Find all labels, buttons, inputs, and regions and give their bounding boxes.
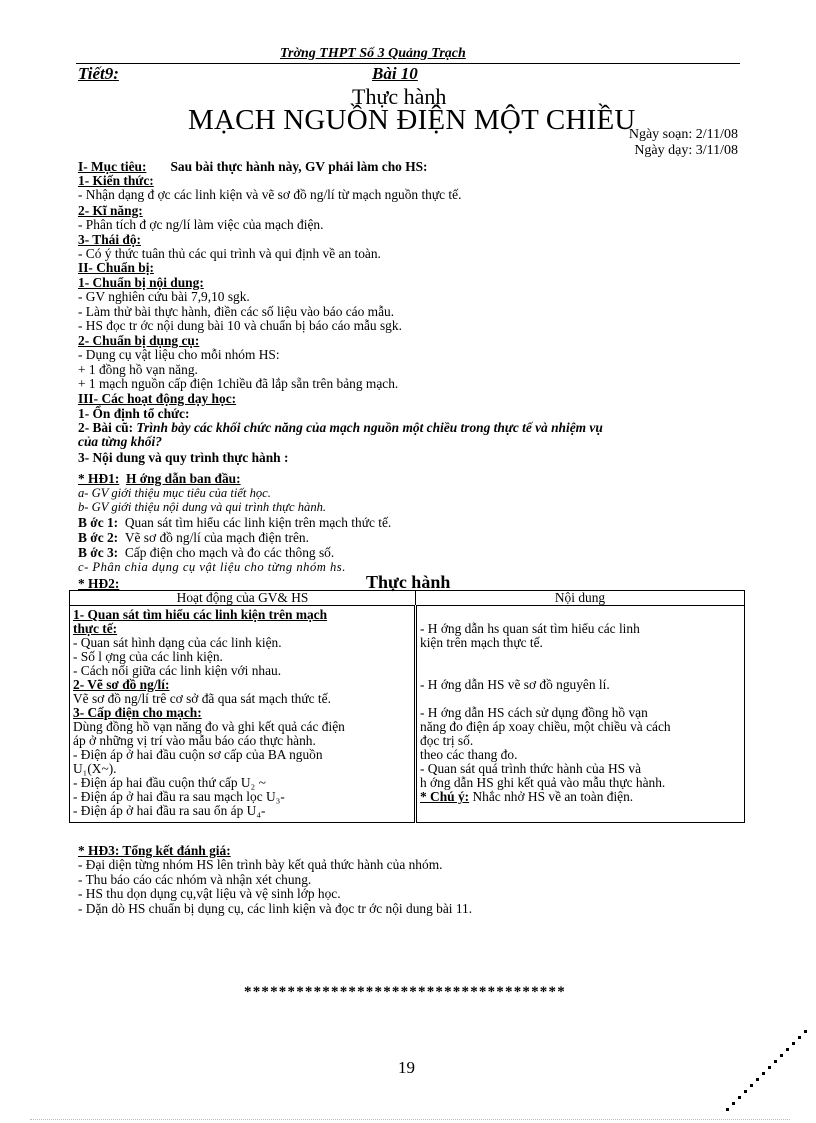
practice-table <box>69 590 745 823</box>
corner-dot <box>780 1054 783 1057</box>
hd1-label: * HĐ1: <box>78 471 120 486</box>
hd1-item: a- GV giới thiệu mục tiêu của tiết học. <box>78 486 271 500</box>
section-item: - Điện áp ở hai đầu cuộn sơ cấp của BA nguồn <box>73 747 323 762</box>
safety-note-label: * Chú ý: <box>420 789 470 804</box>
objectives-heading: I- Mục tiêu: <box>78 159 147 174</box>
corner-decoration <box>720 1030 810 1120</box>
section-title: 3- Cấp điện cho mạch: <box>73 705 202 720</box>
content-item: năng đo điện áp xoay chiều, một chiều và cách <box>420 719 671 734</box>
section-item: U₁(X~). <box>73 761 117 776</box>
section-title: 1- Quan sát tìm hiểu các linh kiện trên mạch <box>73 607 328 622</box>
content-item: - H ớng dẫn hs quan sát tìm hiểu các linh <box>420 621 640 636</box>
tools-prep-item: - Dụng cụ vật liệu cho mỗi nhóm HS: <box>78 347 280 362</box>
date-taught: Ngày dạy: 3/11/08 <box>634 143 738 158</box>
hd1-item: b- GV giới thiệu nội dung và qui trình thực hành. <box>78 500 327 514</box>
lesson-type: Thực hành <box>352 84 447 109</box>
corner-dot <box>726 1108 729 1111</box>
activity-cell <box>70 606 416 823</box>
tools-prep-item: + 1 mạch nguồn cấp điện 1chiều đã lắp sẵn trên bảng mạch. <box>78 376 399 391</box>
bottom-dotted-rule <box>30 1119 790 1120</box>
corner-dot <box>750 1084 753 1087</box>
procedure-step <box>78 530 309 545</box>
page-number: 19 <box>398 1058 415 1077</box>
content-item: - Quan sát quá trình thức hành của HS và <box>420 761 642 776</box>
old-lesson-question: Trình bày các khối chức năng của mạch nguồn một chiều trong thực tế và nhiệm vụ <box>136 420 603 435</box>
procedure-step <box>78 545 334 560</box>
attitude-heading: 3- Thái độ: <box>78 232 142 247</box>
knowledge-heading: 1- Kiến thức: <box>78 173 154 188</box>
section-item: - Quan sát hình dạng của các linh kiện. <box>73 635 282 650</box>
corner-dot <box>732 1102 735 1105</box>
activities-heading: III- Các hoạt động dạy học: <box>78 391 237 406</box>
step-organize: 1- Ổn định tổ chức: <box>78 406 190 421</box>
procedure-step-text: Cấp điện cho mạch và đo các thông số. <box>124 545 335 560</box>
procedure-step <box>78 515 391 530</box>
content-item: - H ớng dẫn HS cách sử dụng đồng hồ vạn <box>420 705 648 720</box>
section-title: 2- Vẽ sơ đồ ng/lí: <box>73 677 170 692</box>
procedure-heading: 3- Nội dung và quy trình thực hành : <box>78 450 289 465</box>
summary-item: - Thu báo cáo các nhóm và nhận xét chung. <box>78 872 312 887</box>
section-item: Dùng đồng hồ vạn năng đo và ghi kết quả các điện <box>73 719 345 734</box>
corner-dot <box>768 1066 771 1069</box>
tools-prep-item: + 1 đồng hồ vạn năng. <box>78 362 198 377</box>
corner-dot <box>774 1060 777 1063</box>
hd1-item-c: c- Phân chia dụng cụ vật liệu cho từng nhóm hs. <box>78 560 346 574</box>
section-item: - Điện áp hai đầu cuộn thứ cấp U₂ ~ <box>73 775 266 790</box>
objectives-heading-row <box>78 159 428 174</box>
content-prep-item: - GV nghiên cứu bài 7,9,10 sgk. <box>78 289 250 304</box>
corner-dot <box>738 1096 741 1099</box>
corner-dot <box>744 1090 747 1093</box>
tools-prep-heading: 2- Chuẩn bị dụng cụ: <box>78 333 200 348</box>
section-item: áp ở những vị trí vào mẫu báo cáo thực hành. <box>73 733 316 748</box>
old-lesson-label: 2- Bài cũ: <box>78 420 134 435</box>
procedure-step-label: B ớc 1: <box>78 515 119 530</box>
old-lesson-row <box>78 420 603 435</box>
content-prep-heading: 1- Chuẩn bị nội dung: <box>78 275 204 290</box>
objectives-intro: Sau bài thực hành này, GV phải làm cho HS: <box>170 159 428 174</box>
section-item: - Điện áp ở hai đầu ra sau mạch lọc U₃- <box>73 789 285 804</box>
hd2-label: * HĐ2: <box>78 576 120 591</box>
table-header-content: Nội dung <box>416 591 745 606</box>
content-item: h ớng dẫn HS ghi kết quả vào mẫu thực hành. <box>420 775 666 790</box>
summary-item: - Dặn dò HS chuẩn bị dụng cụ, các linh kiện và đọc tr ớc nội dung bài 11. <box>78 901 473 916</box>
summary-item: - HS thu dọn dụng cụ,vật liệu và vệ sinh lớp học. <box>78 886 341 901</box>
section-item: Vẽ sơ đồ ng/lí trê cơ sở đã qua sát mạch thức tế. <box>73 691 331 706</box>
skills-heading: 2- Kĩ năng: <box>78 203 143 218</box>
section-title: thực tế: <box>73 621 118 636</box>
hd1-row <box>78 471 241 486</box>
hd2-title: Thực hành <box>366 572 451 592</box>
old-lesson-question-cont: của từng khối? <box>78 434 162 449</box>
procedure-step-text: Quan sát tìm hiểu các linh kiện trên mạch thức tế. <box>124 515 392 530</box>
safety-note <box>420 790 741 804</box>
procedure-step-label: B ớc 3: <box>78 545 119 560</box>
skills-text: - Phân tích đ ợc ng/lí làm việc của mạch điện. <box>78 217 324 232</box>
content-cell <box>416 606 745 823</box>
safety-note-text: Nhắc nhở HS về an toàn điện. <box>472 789 634 804</box>
content-item: theo các thang đo. <box>420 747 518 762</box>
corner-dot <box>804 1030 807 1033</box>
content-prep-item: - HS đọc tr ớc nội dung bài 10 và chuẩn bị báo cáo mẫu sgk. <box>78 318 402 333</box>
lesson-number: Bài 10 <box>372 64 418 83</box>
corner-dot <box>756 1078 759 1081</box>
knowledge-text: - Nhận dạng đ ợc các linh kiện và vẽ sơ đồ ng/lí từ mạch nguồn thực tế. <box>78 187 462 202</box>
school-name: Trờng THPT Số 3 Quảng Trạch <box>280 46 466 61</box>
procedure-step-text: Vẽ sơ đồ ng/lí của mạch điện trên. <box>124 530 309 545</box>
summary-heading: * HĐ3: Tổng kết đánh giá: <box>78 843 231 858</box>
hd1-title: H ớng dẫn ban đầu: <box>126 471 241 486</box>
section-item: - Cách nối giữa các linh kiện với nhau. <box>73 663 282 678</box>
content-prep-item: - Làm thử bài thực hành, điền các số liệu vào báo cáo mẫu. <box>78 304 395 319</box>
preparation-heading: II- Chuẩn bị: <box>78 260 154 275</box>
lesson-period: Tiết9: <box>78 64 119 83</box>
content-item: kiện trên mạch thực tế. <box>420 635 543 650</box>
corner-dot <box>762 1072 765 1075</box>
content-item: - H ớng dẫn HS vẽ sơ đồ nguyên lí. <box>420 677 610 692</box>
table-header-activity: Hoạt động của GV& HS <box>70 591 416 606</box>
attitude-text: - Có ý thức tuân thủ các qui trình và qui định về an toàn. <box>78 246 381 261</box>
corner-dot <box>786 1048 789 1051</box>
content-item: đọc trị số. <box>420 733 474 748</box>
procedure-step-label: B ớc 2: <box>78 530 119 545</box>
star-divider: ************************************* <box>244 984 566 1000</box>
corner-dot <box>792 1042 795 1045</box>
section-item: - Số l ợng của các linh kiện. <box>73 649 223 664</box>
page-title: MẠCH NGUỒN ĐIỆN MỘT CHIỀU <box>188 104 636 136</box>
corner-dot <box>798 1036 801 1039</box>
date-prepared: Ngày soạn: 2/11/08 <box>628 127 738 142</box>
section-item: - Điện áp ở hai đầu ra sau ổn áp U₄- <box>73 803 266 818</box>
summary-item: - Đại diện từng nhóm HS lên trình bày kết quả thức hành của nhóm. <box>78 857 443 872</box>
